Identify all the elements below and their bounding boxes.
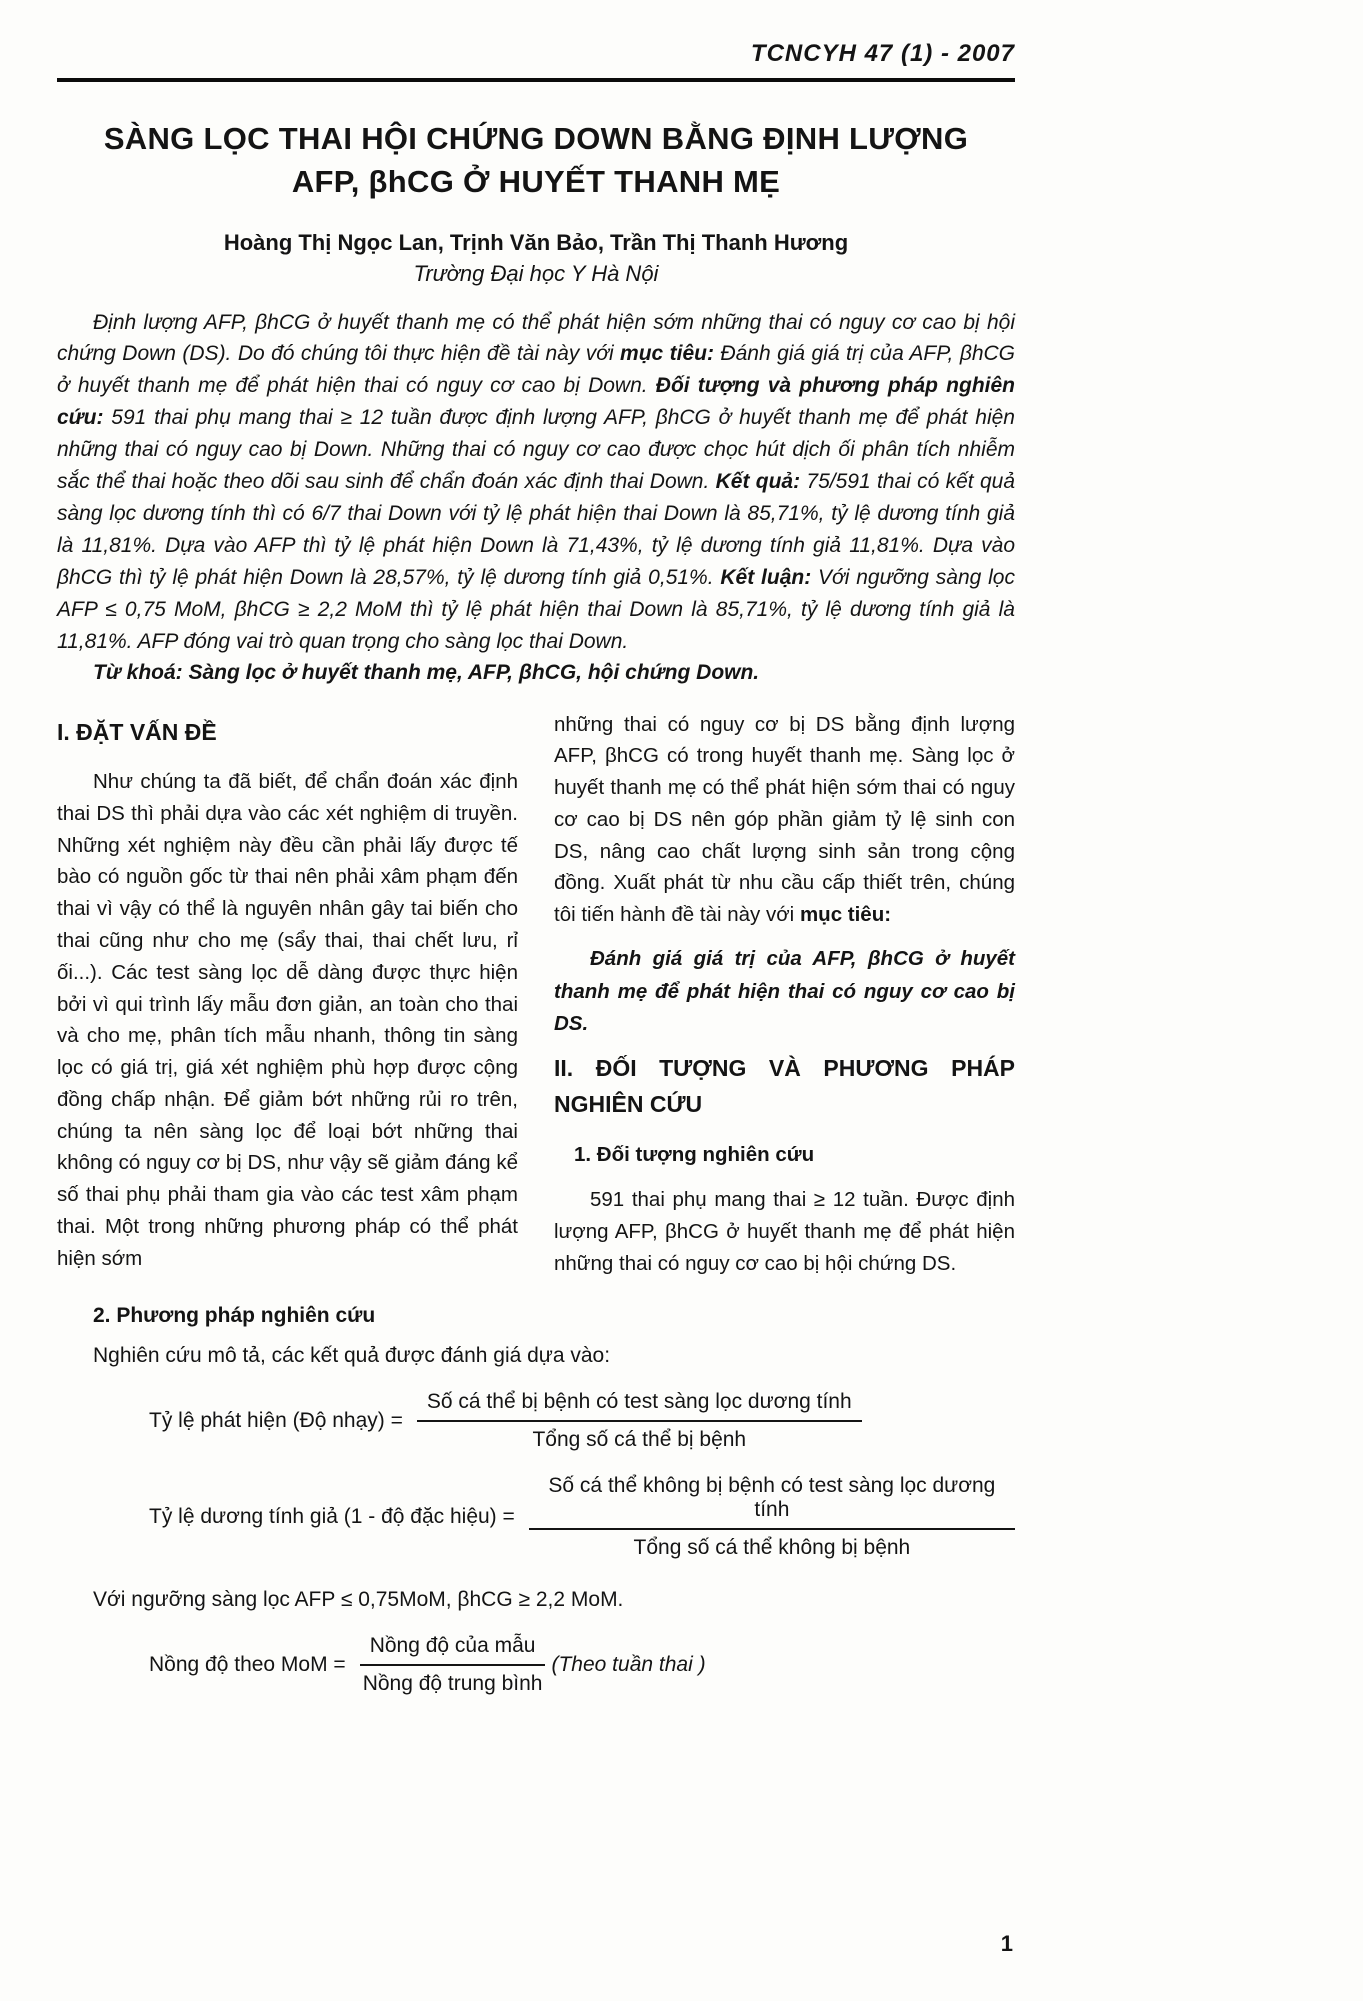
subjects-subheading: 1. Đối tượng nghiên cứu xyxy=(574,1142,815,1166)
abstract-text: Với ngưỡng sàng lọc AFP ≤ 0,75 MoM, βhCG ≥ 2,2 MoM thì tỷ lệ phát hiện thai Down là 85,71%, tỷ lệ dương tính giả là 11,81%. AFP đóng vai trò quan trọng cho sàng lọc thai Down. xyxy=(57,565,1015,653)
section-1-continuation xyxy=(554,709,1015,931)
abstract-label-objective: mục tiêu: xyxy=(620,342,714,366)
formula-detection-rate-fraction xyxy=(417,1390,862,1452)
article-title-line2: AFP, βhCG Ở HUYẾT THANH MẸ xyxy=(291,163,781,199)
page-number: 1 xyxy=(1000,1931,1013,1956)
section-1-heading: I. ĐẶT VẤN ĐỀ xyxy=(57,718,217,745)
abstract-text: 591 thai phụ mang thai ≥ 12 tuần được định lượng AFP, βhCG ở huyết thanh mẹ để phát hiện những thai có nguy cao bị Down. Những thai có nguy cơ cao được chọc hút dịch ối phân tích nhiễm sắc thể thai hoặc theo dõi sau sinh để chẩn đoán xác định thai Down. xyxy=(57,406,1015,494)
methods-subheading: 2. Phương pháp nghiên cứu xyxy=(93,1303,376,1327)
keywords-line: Từ khoá: Sàng lọc ở huyết thanh mẹ, AFP, βhCG, hội chứng Down. xyxy=(93,660,760,684)
objective-paragraph: Đánh giá giá trị của AFP, βhCG ở huyết thanh mẹ để phát hiện thai có nguy cơ cao bị DS. xyxy=(554,946,1015,1036)
abstract-label-methods: Đối tượng và phương pháp nghiên cứu: xyxy=(57,374,1016,430)
fraction-numerator: Số cá thể bị bệnh có test sàng lọc dương tính xyxy=(417,1390,862,1422)
fraction-denominator: Tổng số cá thể bị bệnh xyxy=(532,1427,747,1451)
formula-mom-fraction xyxy=(360,1634,546,1696)
fraction-denominator: Tổng số cá thể không bị bệnh xyxy=(633,1535,911,1559)
formula-detection-rate-label: Tỷ lệ phát hiện (Độ nhạy) = xyxy=(149,1408,403,1432)
fraction-numerator: Số cá thể không bị bệnh có test sàng lọc dương tính xyxy=(529,1474,1015,1530)
two-column-body xyxy=(57,709,1015,1290)
affiliation-line: Trường Đại học Y Hà Nội xyxy=(413,260,659,286)
authors-line: Hoàng Thị Ngọc Lan, Trịnh Văn Bảo, Trần Thị Thanh Hương xyxy=(223,229,849,255)
formula-mom-concentration xyxy=(149,1634,1015,1696)
right-column xyxy=(554,709,1015,1290)
abstract-paragraph xyxy=(57,307,1015,658)
section-1-paragraph: Như chúng ta đã biết, để chẩn đoán xác định thai DS thì phải dựa vào các xét nghiệm di truyền. Những xét nghiệm này đều cần phải lấy được tế bào có nguồn gốc từ thai nên phải xâm phạm đến thai vì vậy có thể là nguyên nhân gây tai biến cho thai cũng như cho mẹ (sẩy thai, thai chết lưu, rỉ ối...). Các test sàng lọc dễ dàng được thực hiện bởi vì qui trình lấy mẫu đơn giản, an toàn cho thai và cho mẹ, phân tích mẫu nhanh, thông tin sàng lọc có giá trị, giá xét nghiệm phù hợp được cộng đồng chấp nhận. Để giảm bớt những rủi ro trên, chúng ta nên sàng lọc để loại bớt những thai không có nguy cơ bị DS, như vậy sẽ giảm đáng kể số thai phụ phải tham gia vào các test xâm phạm thai. Một trong những phương pháp có thể phát hiện sớm xyxy=(57,770,518,1270)
methods-section xyxy=(57,1304,1015,1696)
formula-false-positive-label: Tỷ lệ dương tính giả (1 - độ đặc hiệu) = xyxy=(149,1504,515,1528)
subjects-paragraph: 591 thai phụ mang thai ≥ 12 tuần. Được định lượng AFP, βhCG ở huyết thanh mẹ để phát hiện những thai có nguy cơ cao bị hội chứng DS. xyxy=(554,1188,1015,1275)
continuation-text: những thai có nguy cơ bị DS bằng định lượng AFP, βhCG có trong huyết thanh mẹ. Sàng lọc ở huyết thanh mẹ có thể phát hiện sớm thai có nguy cơ cao bị DS nên góp phần giảm tỷ lệ sinh con DS, nâng cao chất lượng sinh sản trong cộng đồng. Xuất phát từ nhu cầu cấp thiết trên, chúng tôi tiến hành đề tài này với xyxy=(554,712,1015,927)
section-2-heading: II. ĐỐI TƯỢNG VÀ PHƯƠNG PHÁP NGHIÊN CỨU xyxy=(554,1055,1015,1117)
methods-intro: Nghiên cứu mô tả, các kết quả được đánh giá dựa vào: xyxy=(93,1343,611,1367)
abstract-label-results: Kết quả: xyxy=(715,470,801,494)
abstract-label-conclusion: Kết luận: xyxy=(720,565,812,589)
formula-mom-label: Nồng độ theo MoM = xyxy=(149,1652,346,1676)
screening-threshold-note: Với ngưỡng sàng lọc AFP ≤ 0,75MoM, βhCG ≥ 2,2 MoM. xyxy=(93,1587,624,1611)
left-column xyxy=(57,709,518,1290)
abstract-text: Đánh giá giá trị của AFP, βhCG ở huyết thanh mẹ để phát hiện thai có nguy cơ cao bị Down. xyxy=(57,342,1016,398)
article-title xyxy=(57,118,1015,204)
objective-inline-label: mục tiêu: xyxy=(799,903,892,927)
formula-detection-rate xyxy=(149,1390,1015,1452)
fraction-denominator: Nồng độ trung bình xyxy=(362,1671,543,1695)
formula-false-positive-rate xyxy=(149,1474,1015,1560)
formula-mom-suffix: (Theo tuần thai ) xyxy=(551,1652,706,1676)
fraction-numerator: Nồng độ của mẫu xyxy=(360,1634,546,1666)
abstract-text: Định lượng AFP, βhCG ở huyết thanh mẹ có thể phát hiện sớm những thai có nguy cơ cao bị hội chứng Down (DS). Do đó chúng tôi thực hiện đề tài này với xyxy=(57,310,1015,366)
abstract-text: 75/591 thai có kết quả sàng lọc dương tính thì có 6/7 thai Down với tỷ lệ phát hiện thai Down là 85,71%, tỷ lệ dương tính giả là 11,81%. Dựa vào AFP thì tỷ lệ phát hiện Down là 71,43%, tỷ lệ dương tính giả 11,81%. Dựa vào βhCG thì tỷ lệ phát hiện Down là 28,57%, tỷ lệ dương tính giả 0,51%. xyxy=(57,470,1015,589)
article-title-line1: SÀNG LỌC THAI HỘI CHỨNG DOWN BẰNG ĐỊNH LƯỢNG xyxy=(103,121,969,156)
formula-false-positive-fraction xyxy=(529,1474,1015,1560)
page-content xyxy=(57,0,1015,1718)
journal-reference: TCNCYH 47 (1) - 2007 xyxy=(750,40,1015,67)
header-rule xyxy=(57,78,1015,82)
